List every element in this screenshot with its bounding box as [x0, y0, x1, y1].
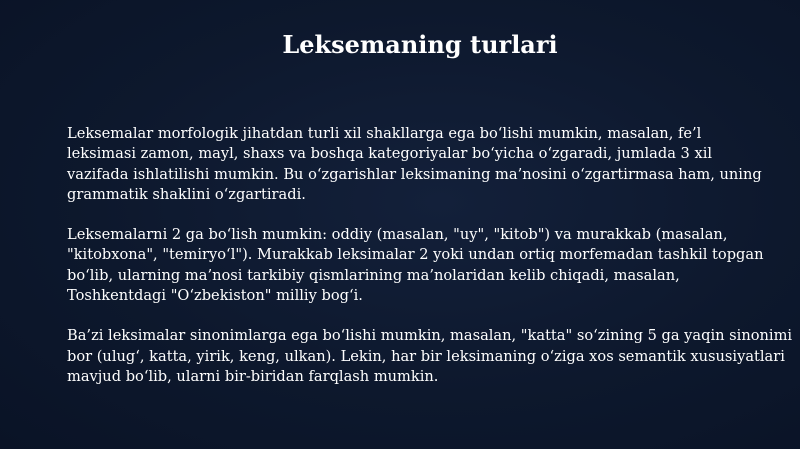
paragraph-line: Ba’zi leksimalar sinonimlarga ega bo‘lishi mumkin, masalan, "katta" so‘zining 5 ga yaqin sinonimi: [67, 327, 793, 345]
paragraph-line: Leksemalarni 2 ga bo‘lish mumkin: oddiy (masalan, "uy", "kitob") va murakkab (masalan,: [67, 226, 728, 244]
paragraph-line: Toshkentdagi "O‘zbekiston" milliy bog‘i.: [67, 287, 363, 305]
slide-body: [67, 124, 793, 387]
paragraph-morphology: [67, 124, 767, 205]
paragraph-line: leksimasi zamon, mayl, shaxs va boshqa kategoriyalar bo‘yicha o‘zgaradi, jumlada 3 xil: [67, 145, 713, 163]
paragraph-line: vazifada ishlatilishi mumkin. Bu o‘zgarishlar leksimaning ma’nosini o‘zgartirmasa ham, uning: [67, 165, 762, 183]
paragraph-line: "kitobxona", "temiryo‘l"). Murakkab leksimalar 2 yoki undan ortiq morfemadan tashkil topgan: [67, 246, 764, 264]
paragraph-synonyms: [67, 326, 793, 387]
paragraph-line: mavjud bo‘lib, ularni bir-biridan farqlash mumkin.: [67, 367, 439, 385]
slide-title: Leksemaning turlari: [282, 30, 558, 59]
paragraph-line: bor (ulug‘, katta, yirik, keng, ulkan). Lekin, har bir leksimaning o‘ziga xos semantik xususiyatlari: [67, 347, 785, 365]
paragraph-line: Leksemalar morfologik jihatdan turli xil shakllarga ega bo‘lishi mumkin, masalan, fe’l: [67, 125, 702, 142]
paragraph-line: bo‘lib, ularning ma’nosi tarkibiy qismlarining ma’nolaridan kelib chiqadi, masalan,: [67, 266, 680, 284]
paragraph-line: grammatik shaklini o‘zgartiradi.: [67, 185, 306, 203]
paragraph-simple-compound: [67, 225, 767, 306]
